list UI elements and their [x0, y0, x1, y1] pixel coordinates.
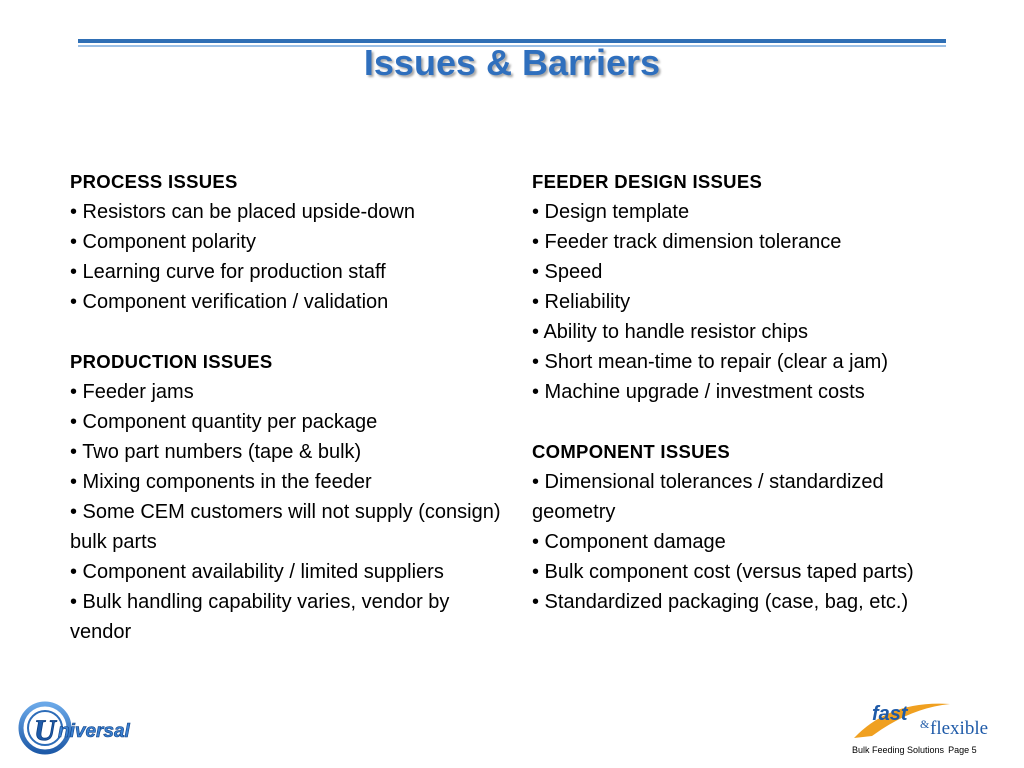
section-heading: PRODUCTION ISSUES	[70, 351, 273, 372]
section-component-issues	[532, 437, 972, 617]
list-item: • Ability to handle resistor chips	[532, 321, 809, 343]
section-heading: COMPONENT ISSUES	[532, 441, 731, 462]
list-item: • Some CEM customers will not supply (consign) bulk parts	[70, 501, 501, 553]
section-feeder-design-issues	[532, 167, 972, 407]
list-item: • Short mean-time to repair (clear a jam)	[532, 351, 889, 373]
section-production-issues	[70, 347, 510, 647]
slide-title: Issues & Barriers	[363, 42, 661, 83]
right-column	[532, 167, 972, 617]
list-item: • Component polarity	[70, 231, 256, 253]
left-column	[70, 167, 510, 647]
list-item: • Bulk component cost (versus taped parts)	[532, 561, 914, 583]
list-item: • Feeder jams	[70, 381, 194, 403]
section-process-issues	[70, 167, 510, 317]
list-item: • Machine upgrade / investment costs	[532, 381, 865, 403]
list-item: • Reliability	[532, 291, 631, 313]
footer-label: Bulk Feeding Solutions	[852, 745, 945, 755]
list-item: • Two part numbers (tape & bulk)	[70, 441, 362, 463]
list-item: • Component quantity per package	[70, 411, 378, 433]
list-item: • Speed	[532, 261, 603, 283]
list-item: • Bulk handling capability varies, vendor by vendor	[70, 591, 450, 643]
universal-logo-u: U	[34, 714, 56, 747]
section-spacer	[532, 407, 972, 437]
section-spacer	[70, 317, 510, 347]
fast-flexible-logo	[850, 698, 1000, 742]
list-item: • Component damage	[532, 531, 726, 553]
section-heading: PROCESS ISSUES	[70, 171, 238, 192]
list-item: • Component verification / validation	[70, 291, 389, 313]
section-heading: FEEDER DESIGN ISSUES	[532, 171, 763, 192]
fast-logo-amp: &	[920, 717, 930, 731]
flexible-logo-text: flexible	[930, 718, 989, 739]
list-item: • Resistors can be placed upside-down	[70, 201, 415, 223]
universal-logo-text: niversal	[58, 721, 130, 742]
slide-footer	[852, 745, 977, 755]
list-item: • Dimensional tolerances / standardized geometry	[532, 471, 884, 523]
list-item: • Learning curve for production staff	[70, 261, 386, 283]
list-item: • Component availability / limited suppliers	[70, 561, 444, 583]
universal-logo	[18, 700, 178, 756]
fast-logo-text: fast	[872, 703, 908, 725]
list-item: • Design template	[532, 201, 690, 223]
list-item: • Standardized packaging (case, bag, etc.)	[532, 591, 909, 613]
footer-page-number: Page 5	[948, 745, 977, 755]
list-item: • Feeder track dimension tolerance	[532, 231, 842, 253]
list-item: • Mixing components in the feeder	[70, 471, 372, 493]
